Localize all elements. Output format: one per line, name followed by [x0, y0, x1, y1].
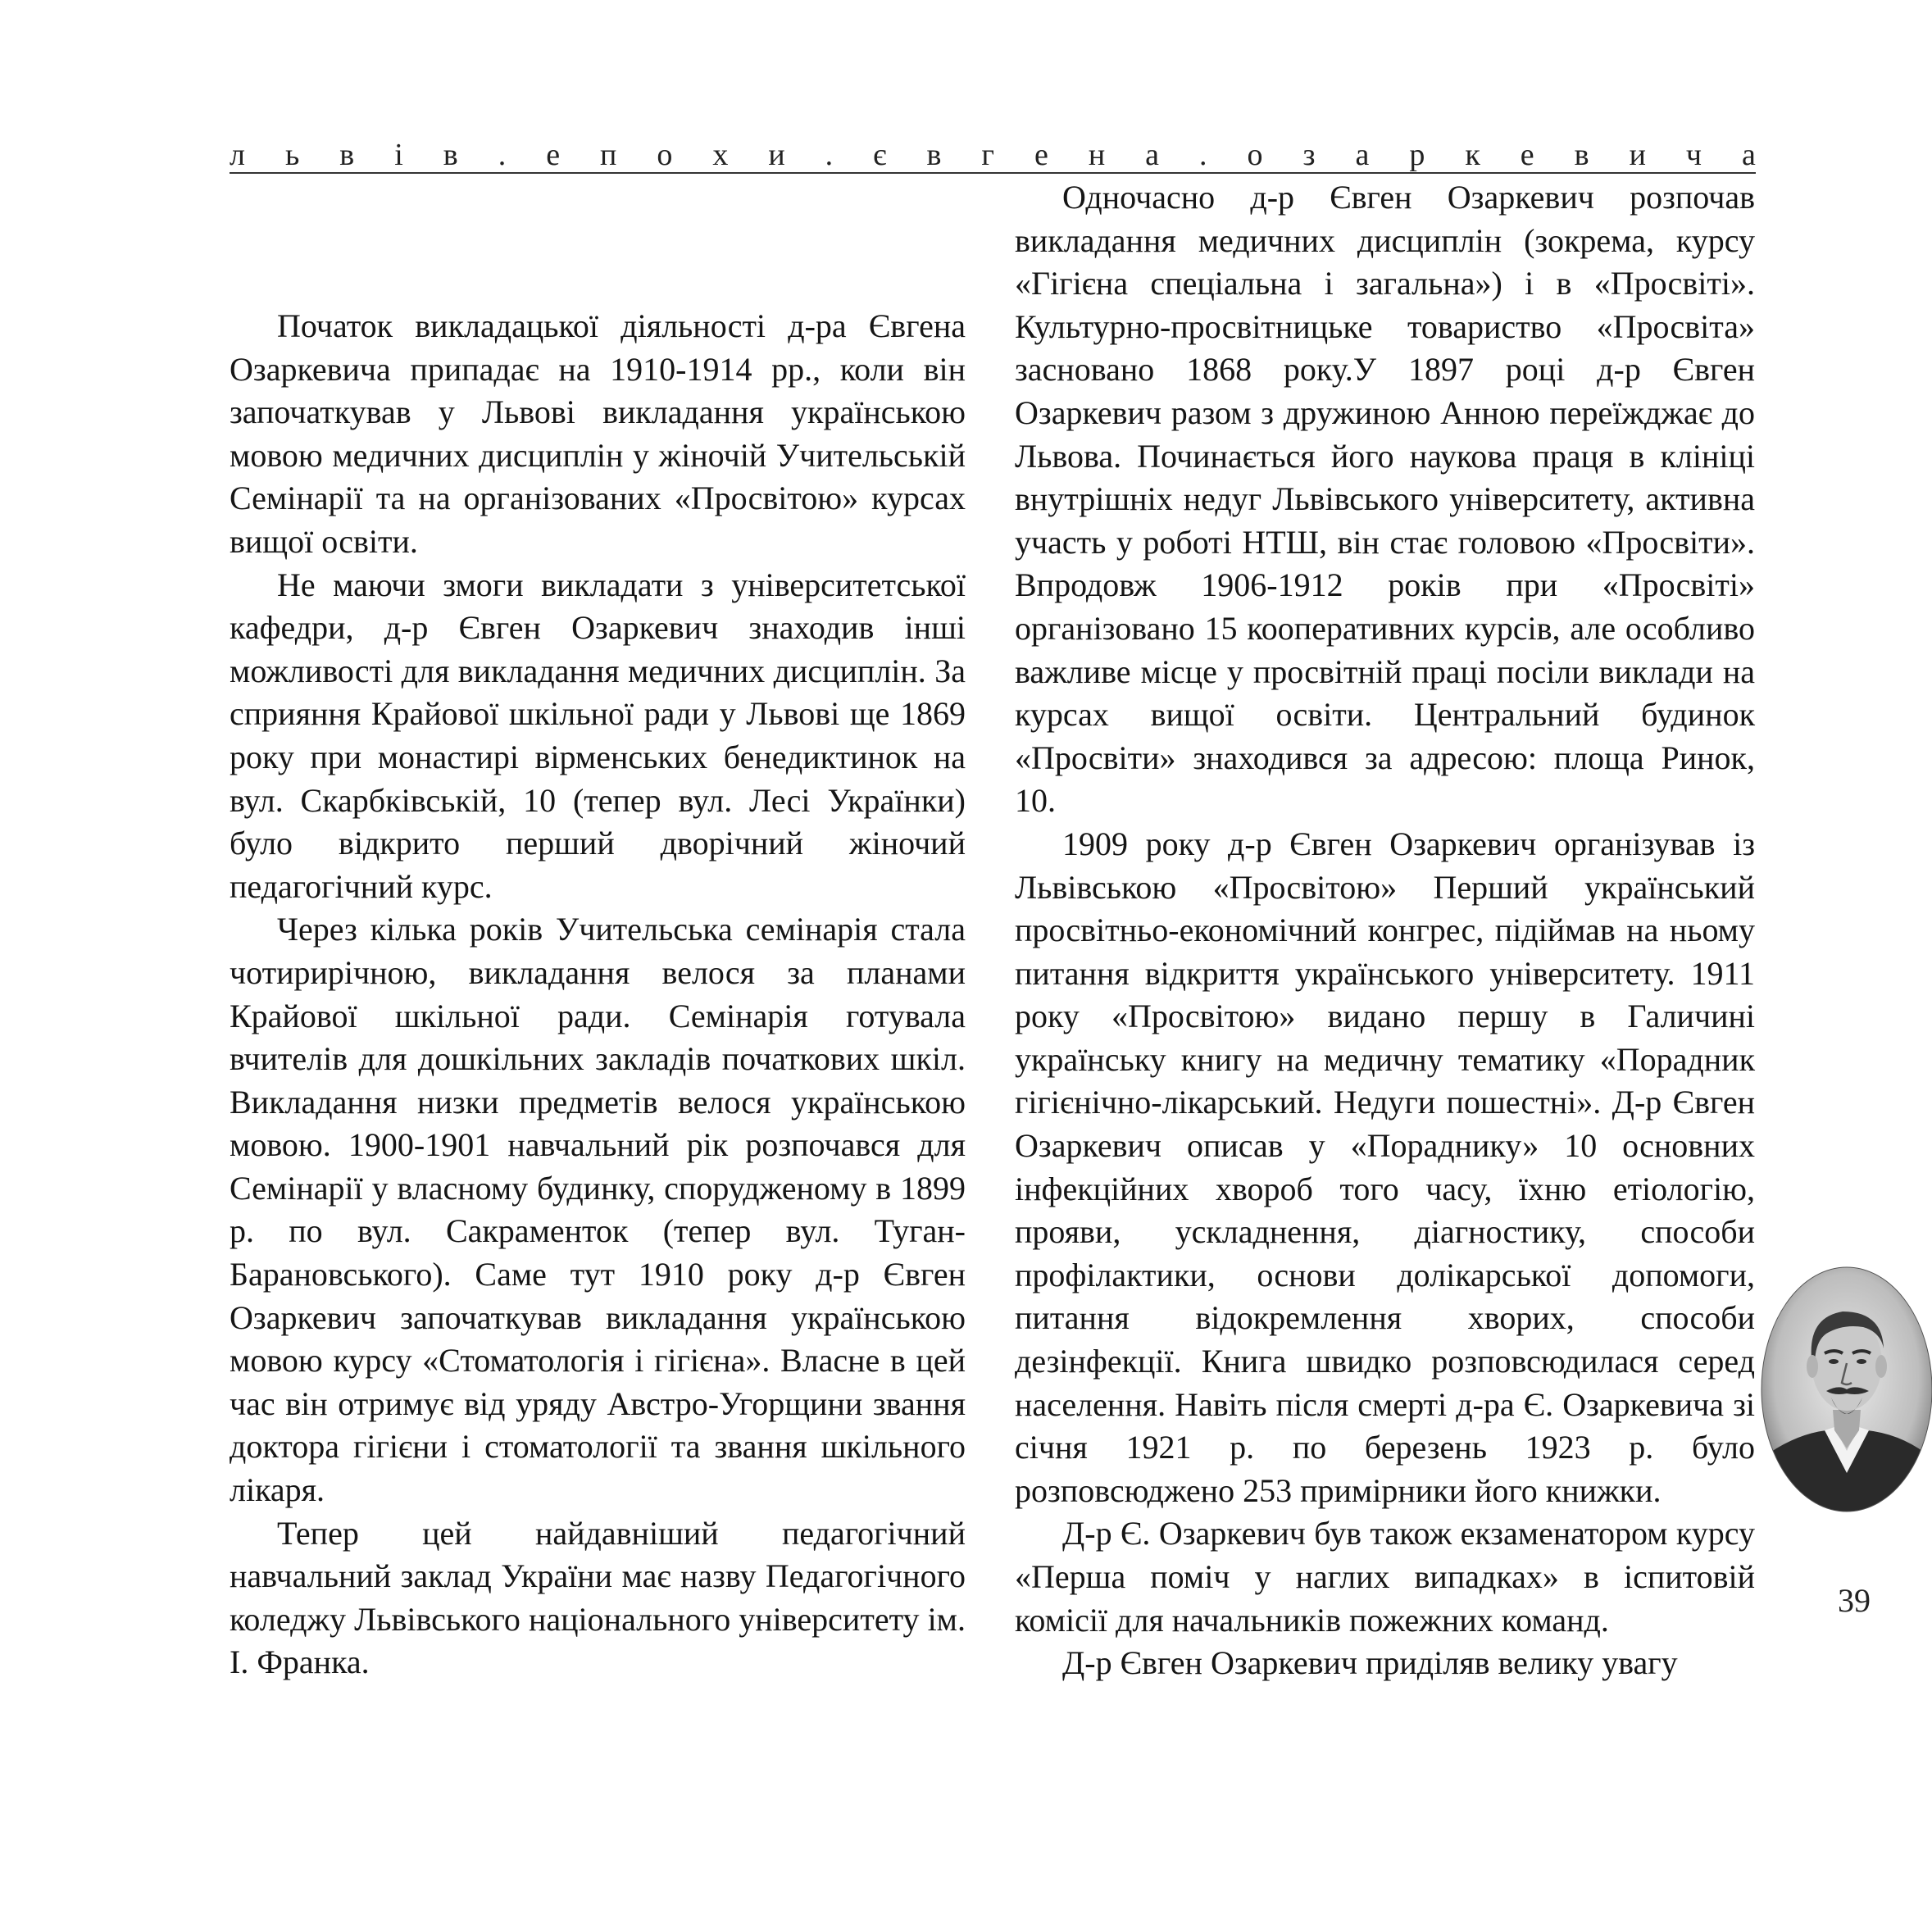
running-header-letter: р — [1409, 138, 1425, 172]
running-header-letter: к — [1465, 138, 1480, 172]
running-header-letter: и — [1629, 138, 1646, 172]
portrait-image — [1761, 1266, 1932, 1512]
left-column — [230, 305, 966, 1684]
right-column — [1015, 176, 1755, 1685]
running-header-letter: в — [339, 138, 355, 172]
running-header-letter: х — [712, 138, 729, 172]
running-header-letter: . — [1199, 138, 1207, 172]
running-header-letter: о — [1247, 138, 1263, 172]
running-header-letter: в — [926, 138, 942, 172]
running-header-letter: е — [1520, 138, 1534, 172]
running-header-letter: є — [873, 138, 887, 172]
paragraph: Початок викладацької діяльності д-ра Євгена Озаркевича припадає на 1910-1914 рр., коли він започаткував у Львові викладання українською мовою медичних дисциплін у жіночій Учительській Семінарії та на організованих «Просвітою» курсах вищої освіти. — [230, 307, 966, 560]
running-header-letter: е — [546, 138, 561, 172]
running-header — [230, 128, 1756, 170]
paragraph: Одночасно д-р Євген Озаркевич розпочав викладання медичних дисциплін (зокрема, курсу «Гігієна спеціальна і загальна») і в «Просвіті». Культурно-просвітницьке товариство «Просвіта» засновано 1868 року.У 1897 році д-р Євген Озаркевич разом з дружиною Анною переїжджає до Львова. Починається його наукова праця в клініці внутрішніх недуг Львівського університету, активна участь у роботі НТШ, він стає головою «Просвіти». Впродовж 1906-1912 років при «Просвіті» організовано 15 кооперативних курсів, але особливо важливе місце у просвітній праці посіли виклади на курсах вищої освіти. Центральний будинок «Просвіти» знаходився за адресою: площа Ринок, 10. — [1015, 179, 1755, 820]
running-header-letter: з — [1302, 138, 1316, 172]
paragraph: Д-р Є. Озаркевич був також екзаменатором курсу «Перша поміч у наглих випадках» в іспитовій комісії для начальників пожежних команд. — [1015, 1515, 1755, 1639]
running-header-letter: в — [1574, 138, 1589, 172]
paragraph: Тепер цей найдавніший педагогічний навчальний заклад України має назву Педагогічного коледжу Львівського національного університету ім. І. Франка. — [230, 1514, 966, 1681]
running-header-letter: н — [1088, 138, 1106, 172]
page-number: 39 — [1838, 1582, 1871, 1619]
running-header-letter: л — [230, 138, 245, 172]
paragraph: Через кілька років Учительська семінарія стала чотирирічною, викладання велося за планами Крайової шкільної ради. Семінарія готувала вчителів для дошкільних закладів початкових шкіл. Викладання низки предметів велося українською мовою. 1900-1901 навчальний рік розпочався для Семінарії у власному будинку, спорудженому в 1899 р. по вул. Сакраменток (тепер вул. Туган-Барановського). Саме тут 1910 року д-р Євген Озаркевич започаткував викладання українською мовою курсу «Стоматологія і гігієна». Власне в цей час він отримує від уряду Австро-Угорщини звання доктора гігієни і стоматології та звання шкільного лікаря. — [230, 911, 966, 1509]
running-header-letter: а — [1355, 138, 1370, 172]
running-header-letter: и — [768, 138, 785, 172]
running-header-letter: г — [981, 138, 994, 172]
running-header-letter: і — [394, 138, 403, 172]
running-header-letter: в — [443, 138, 458, 172]
paragraph: 1909 року д-р Євген Озаркевич організував із Львівською «Просвітою» Перший український просвітньо-економічний конгрес, підіймав на ньому питання відкриття українського університету. 1911 року «Просвітою» видано першу в Галичині українську книгу на медичну тематику «Порадник гігієнічно-лікарський. Недуги пошестні». Д-р Євген Озаркевич описав у «Пораднику» 10 основних інфекційних хвороб того часу, їхню етіологію, прояви, ускладнення, діагностику, способи профілактики, основи долікарської допомоги, питання відокремлення хворих, способи дезінфекції. Книга швидко розповсюдилася серед населення. Навіть після смерті д-ра Є. Озаркевича зі січня 1921 р. по березень 1923 р. було розповсюджено 253 примірники його книжки. — [1015, 825, 1755, 1509]
running-header-letter: а — [1742, 138, 1756, 172]
running-header-letter: ч — [1685, 138, 1702, 172]
running-header-letter: а — [1145, 138, 1160, 172]
running-header-letter: п — [600, 138, 617, 172]
running-header-letter: ь — [284, 138, 300, 172]
paragraph: Д-р Євген Озаркевич приділяв велику увагу — [1062, 1644, 1678, 1682]
running-header-letter: е — [1034, 138, 1048, 172]
header-rule — [230, 172, 1756, 174]
running-header-letter: . — [825, 138, 834, 172]
paragraph: Не маючи змоги викладати з університетської кафедри, д-р Євген Озаркевич знаходив інші можливості для викладання медичних дисциплін. За сприяння Крайової шкільної ради у Львові ще 1869 року при монастирі вірменських бенедиктинок на вул. Скарбківській, 10 (тепер вул. Лесі Українки) було відкрито перший дворічний жіночий педагогічний курс. — [230, 566, 966, 905]
running-header-letter: . — [498, 138, 507, 172]
running-header-letter: о — [657, 138, 673, 172]
